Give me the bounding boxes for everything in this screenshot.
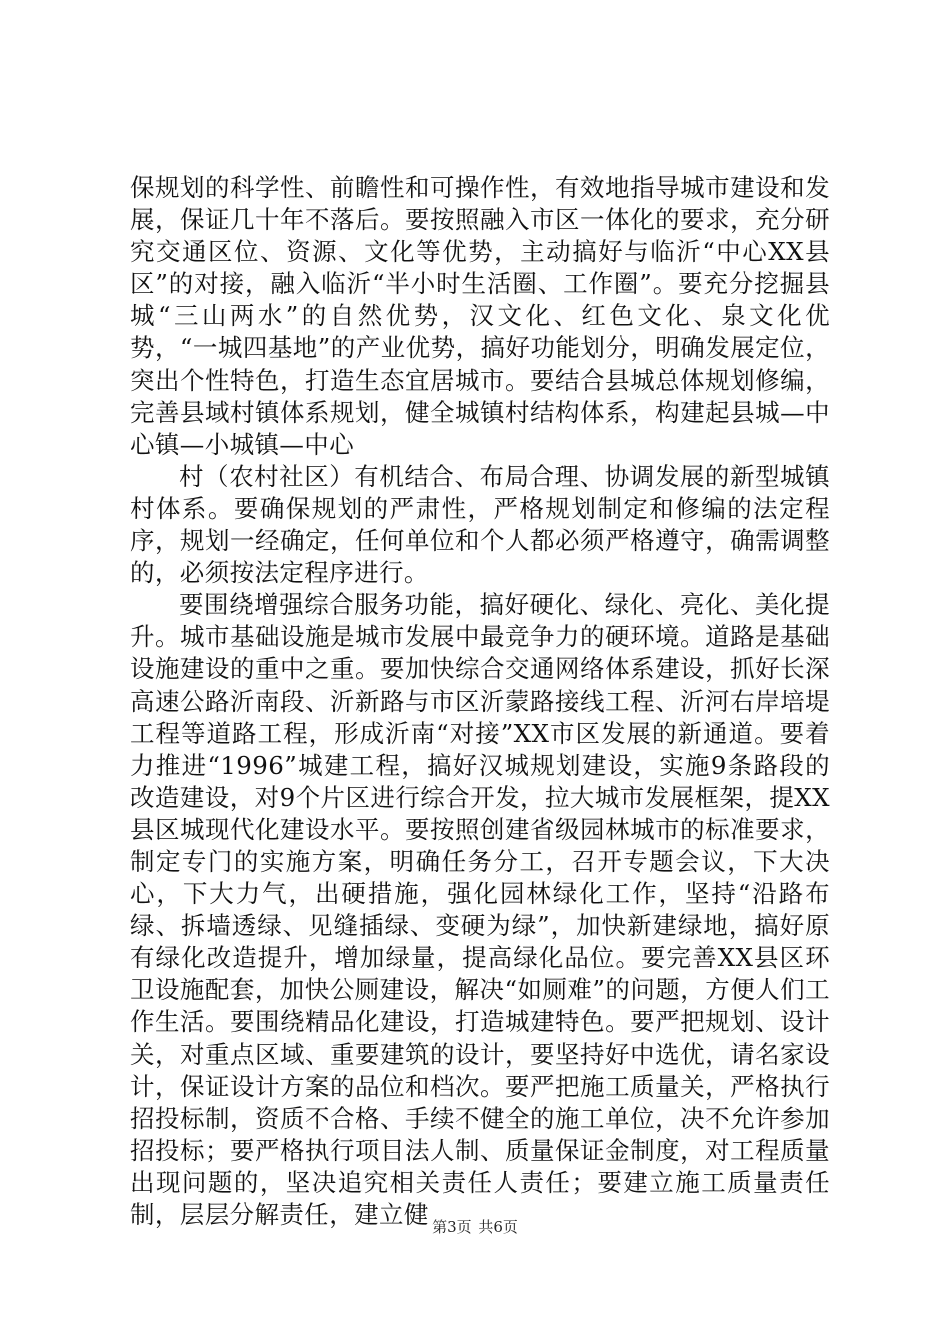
page-footer [0,1216,950,1237]
paragraph-1: 保规划的科学性、前瞻性和可操作性，有效地指导城市建设和发展，保证几十年不落后。要按照融入市区一体化的要求，充分研究交通区位、资源、文化等优势，主动搞好与临沂“中心XX县区”的对接，融入临沂“半小时生活圈、工作圈”。要充分挖掘县城“三山两水”的自然优势，汉文化、红色文化、泉文化优势，“一城四基地”的产业优势，搞好功能划分，明确发展定位，突出个性特色，打造生态宜居城市。要结合县城总体规划修编，完善县域村镇体系规划，健全城镇村结构体系，构建起县城—中心镇—小城镇—中心 [130,173,830,459]
page-total: 共6页 [478,1218,518,1236]
page-number: 第3页 [432,1218,472,1236]
paragraph-3: 要围绕增强综合服务功能，搞好硬化、绿化、亮化、美化提升。城市基础设施是城市发展中最竞争力的硬环境。道路是基础设施建设的重中之重。要加快综合交通网络体系建设，抓好长深高速公路沂南段、沂新路与市区沂蒙路接线工程、沂河右岸培堤工程等道路工程，形成沂南“对接”XX市区发展的新通道。要着力推进“1996”城建工程，搞好汉城规划建设，实施9条路段的改造建设，对9个片区进行综合开发，拉大城市发展框架，提XX县区城现代化建设水平。要按照创建省级园林城市的标准要求，制定专门的实施方案，明确任务分工，召开专题会议，下大决心，下大力气，出硬措施，强化园林绿化工作，坚持“沿路布绿、拆墙透绿、见缝插绿、变硬为绿”，加快新建绿地，搞好原有绿化改造提升，增加绿量，提高绿化品位。要完善XX县区环卫设施配套，加快公厕建设，解决“如厕难”的问题，方便人们工作生活。要围绕精品化建设，打造城建特色。要严把规划、设计关，对重点区域、重要建筑的设计，要坚持好中选优，请名家设计，保证设计方案的品位和档次。要严把施工质量关，严格执行招投标制，资质不合格、手续不健全的施工单位，决不允许参加招投标；要严格执行项目法人制、质量保证金制度，对工程质量出现问题的，坚决追究相关责任人责任；要建立施工质量责任制，层层分解责任，建立健 [130,590,830,1229]
paragraph-2: 村（农村社区）有机结合、布局合理、协调发展的新型城镇村体系。要确保规划的严肃性，严格规划制定和修编的法定程序，规划一经确定，任何单位和个人都必须严格遵守，确需调整的，必须按法定程序进行。 [130,461,830,588]
document-body [130,172,830,1231]
